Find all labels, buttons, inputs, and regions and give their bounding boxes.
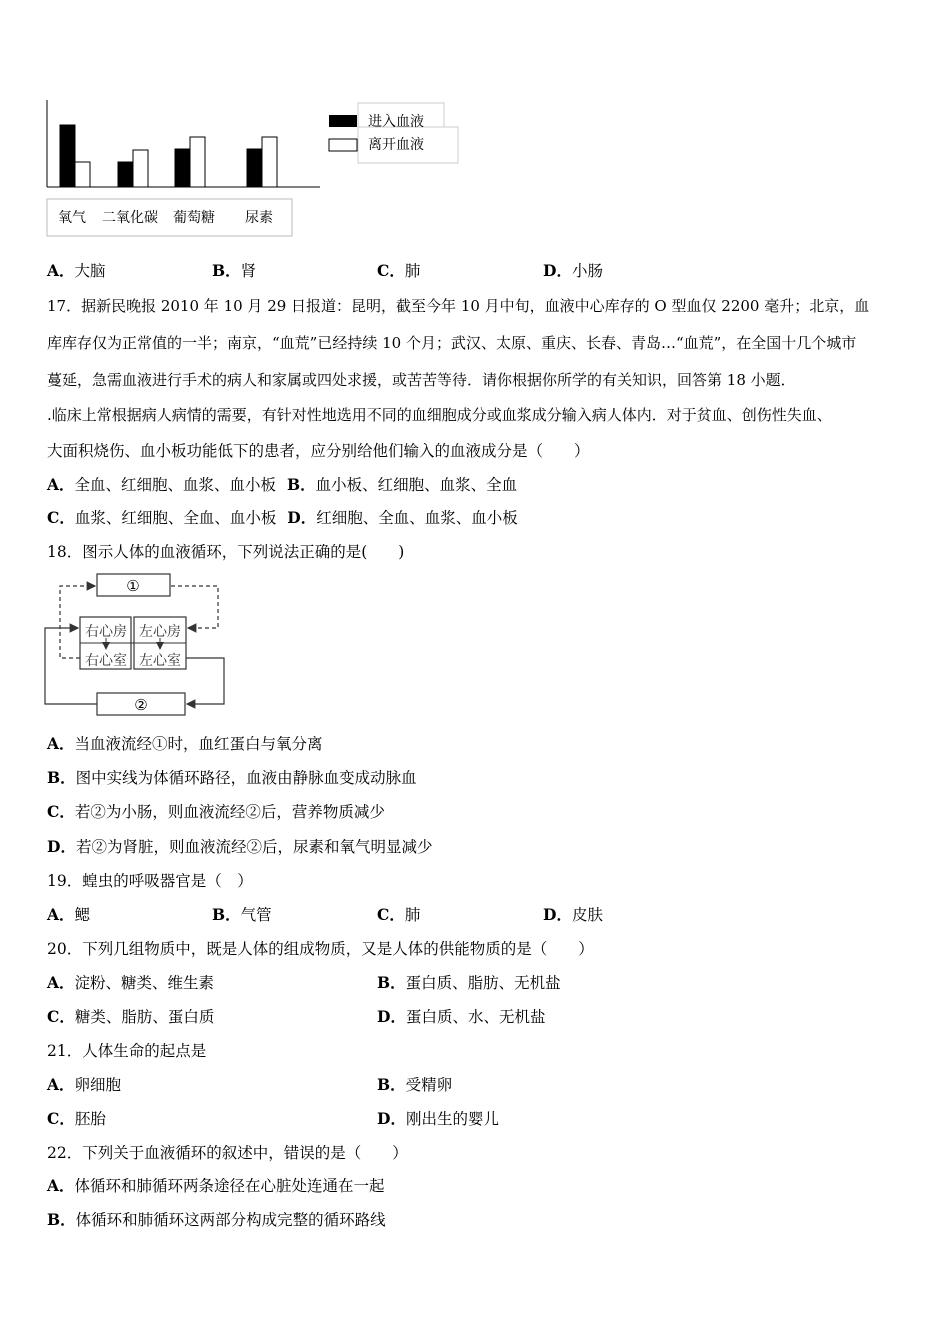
option-letter: D．: [543, 905, 572, 924]
q17-stem-line: 大面积烧伤、血小板功能低下的患者，应分别给他们输入的血液成分是（ ）: [47, 442, 590, 460]
left-atrium-label: 左心房: [139, 624, 181, 640]
bar-in-3: [247, 149, 262, 187]
legend-label-in: 进入血液: [368, 114, 424, 130]
option-letter: B．: [47, 1210, 76, 1229]
bar-out-2: [190, 137, 205, 187]
option-text: 气管: [240, 906, 272, 924]
option-text: 肾: [240, 262, 257, 280]
category-label: 葡萄糖: [173, 210, 215, 226]
q19-option-d[interactable]: [543, 905, 603, 925]
option-text: 刚出生的婴儿: [405, 1110, 499, 1128]
category-label: 尿素: [245, 210, 273, 226]
bar-out-3: [262, 137, 277, 187]
q22-option-b[interactable]: [47, 1210, 386, 1230]
systemic-path-out: [186, 658, 224, 704]
option-letter: D．: [377, 1109, 406, 1128]
option-letter: A．: [47, 1176, 75, 1195]
option-letter: C．: [47, 1109, 75, 1128]
q20-option-a[interactable]: [47, 973, 214, 993]
option-letter: D．: [543, 261, 572, 280]
option-letter: A．: [47, 475, 75, 494]
q18-option-b[interactable]: [47, 768, 417, 788]
bar-in-0: [60, 125, 75, 187]
q18-stem: 18．图示人体的血液循环，下列说法正确的是( ): [47, 543, 405, 561]
option-letter: A．: [47, 973, 75, 992]
option-text: 肺: [404, 906, 421, 924]
option-letter: C．: [47, 802, 75, 821]
q21-stem: 21．人体生命的起点是: [47, 1042, 207, 1060]
option-text: 鳃: [74, 906, 91, 924]
legend-label-out: 离开血液: [368, 137, 424, 153]
q19-option-a[interactable]: [47, 905, 90, 925]
q19-option-c[interactable]: [377, 905, 420, 925]
q17-stem-line: 蔓延，急需血液进行手术的病人和家属或四处求援，或苦苦等待．请你根据你所学的有关知识，回答第 18 小题．: [47, 371, 796, 389]
q22-option-a[interactable]: [47, 1176, 385, 1196]
option-letter: D．: [47, 837, 76, 856]
option-letter: D．: [377, 1007, 406, 1026]
option-text: 糖类、脂肪、蛋白质: [74, 1008, 215, 1026]
option-text: 胚胎: [74, 1110, 106, 1128]
option-letter: D．: [287, 508, 317, 527]
option-letter: B．: [377, 1075, 406, 1094]
q19-option-b[interactable]: [212, 905, 272, 925]
option-text: 皮肤: [571, 906, 603, 924]
option-text: 小肠: [571, 262, 603, 280]
left-ventricle-label: 左心室: [139, 653, 181, 669]
option-text: 图中实线为体循环路径，血液由静脉血变成动脉血: [75, 769, 417, 787]
q20-option-b[interactable]: [377, 973, 561, 993]
q20-option-c[interactable]: [47, 1007, 214, 1027]
option-letter: B．: [212, 261, 241, 280]
q16-option-d[interactable]: [543, 261, 603, 281]
bar-chart: [40, 95, 510, 245]
option-text: 若②为小肠，则血液流经②后，营养物质减少: [74, 803, 385, 821]
bar-out-0: [75, 162, 90, 187]
option-letter: B．: [286, 475, 316, 494]
option-text: 血小板、红细胞、血浆、全血: [315, 476, 518, 494]
option-text: 若②为肾脏，则血液流经②后，尿素和氧气明显减少: [75, 838, 433, 856]
q21-option-b[interactable]: [377, 1075, 452, 1095]
q20-stem: 20．下列几组物质中，既是人体的组成物质，又是人体的供能物质的是（ ）: [47, 940, 594, 958]
option-letter: C．: [47, 1007, 75, 1026]
q17-stem-line: 17．据新民晚报 2010 年 10 月 29 日报道：昆明，截至今年 10 月中旬，血液中心库存的 O 型血仅 2200 毫升；北京，血: [47, 297, 870, 315]
option-letter: A．: [47, 261, 75, 280]
q21-option-d[interactable]: [377, 1109, 499, 1129]
bar-in-2: [175, 149, 190, 187]
option-letter: C．: [47, 508, 75, 527]
circulation-diagram: [40, 570, 230, 720]
right-ventricle-label: 右心室: [85, 653, 127, 669]
option-text: 血浆、红细胞、全血、血小板: [74, 509, 277, 527]
option-text: 当血液流经①时，血红蛋白与氧分离: [74, 735, 323, 753]
right-atrium-label: 右心房: [85, 624, 127, 640]
category-label: 氧气: [58, 210, 86, 226]
option-text: 红细胞、全血、血浆、血小板: [316, 509, 518, 527]
q17-options-ab[interactable]: [47, 475, 517, 495]
option-text: 肺: [404, 262, 421, 280]
option-letter: B．: [47, 768, 76, 787]
q18-option-c[interactable]: [47, 802, 385, 822]
category-label: 二氧化碳: [102, 210, 158, 226]
q16-option-c[interactable]: [377, 261, 420, 281]
q17-options-cd[interactable]: [47, 508, 518, 528]
q20-option-d[interactable]: [377, 1007, 545, 1027]
option-letter: C．: [377, 905, 405, 924]
q16-option-a[interactable]: [47, 261, 106, 281]
option-text: 全血、红细胞、血浆、血小板: [74, 476, 277, 494]
option-text: 蛋白质、脂肪、无机盐: [405, 974, 561, 992]
legend-swatch-in: [329, 115, 357, 127]
option-text: 受精卵: [405, 1076, 453, 1094]
option-text: 卵细胞: [74, 1076, 122, 1094]
option-letter: A．: [47, 1075, 75, 1094]
bar-in-1: [118, 162, 133, 187]
q18-option-a[interactable]: [47, 734, 323, 754]
q21-option-c[interactable]: [47, 1109, 106, 1129]
q22-stem: 22．下列关于血液循环的叙述中，错误的是（ ）: [47, 1144, 408, 1162]
option-letter: C．: [377, 261, 405, 280]
q18-option-d[interactable]: [47, 837, 432, 857]
q17-stem-line: .临床上常根据病人病情的需要，有针对性地选用不同的血细胞成分或血浆成分输入病人体内．对于贫血、创伤性失血、: [47, 406, 832, 424]
option-letter: B．: [377, 973, 406, 992]
option-text: 体循环和肺循环这两部分构成完整的循环路线: [75, 1211, 386, 1229]
q21-option-a[interactable]: [47, 1075, 121, 1095]
option-letter: B．: [212, 905, 241, 924]
q19-stem: 19．蝗虫的呼吸器官是（ ）: [47, 872, 253, 890]
box-1-label: ①: [126, 577, 140, 595]
box-2-label: ②: [134, 696, 148, 714]
option-letter: A．: [47, 905, 75, 924]
q17-stem-line: 库库存仅为正常值的一半；南京，“血荒”已经持续 10 个月；武汉、太原、重庆、长春、青岛…“血荒”，在全国十几个城市: [47, 334, 857, 352]
legend-swatch-out: [329, 139, 357, 151]
option-text: 蛋白质、水、无机盐: [405, 1008, 546, 1026]
option-text: 大脑: [74, 262, 106, 280]
q16-option-b[interactable]: [212, 261, 256, 281]
bar-out-1: [133, 150, 148, 187]
option-text: 淀粉、糖类、维生素: [74, 974, 215, 992]
option-letter: A．: [47, 734, 75, 753]
option-text: 体循环和肺循环两条途径在心脏处连通在一起: [74, 1177, 385, 1195]
